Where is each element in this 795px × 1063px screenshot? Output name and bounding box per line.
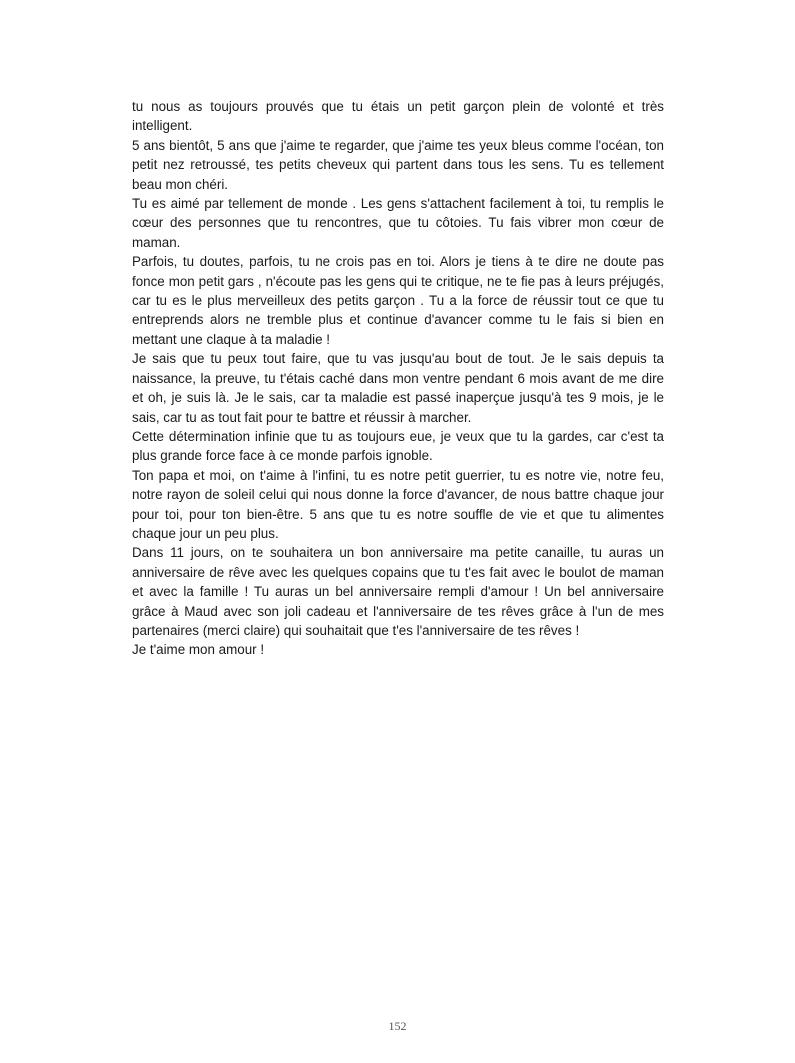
paragraph: Dans 11 jours, on te souhaitera un bon anniversaire ma petite canaille, tu auras un anniversaire de rêve avec les quelques copains que tu t'es fait avec le boulot de maman et avec la famille ! Tu auras un bel anniversaire rempli d'amour ! Un bel anniversaire grâce à Maud avec son joli cadeau et l'anniversaire de tes rêves grâce à l'un de mes partenaires (merci claire) qui souhaitait que t'es l'anniversaire de tes rêves ! bbox=[132, 545, 664, 638]
page-body bbox=[132, 97, 664, 660]
paragraph: tu nous as toujours prouvés que tu étais un petit garçon plein de volonté et très intelligent. bbox=[132, 99, 664, 134]
paragraph: Cette détermination infinie que tu as toujours eue, je veux que tu la gardes, car c'est ta plus grande force face à ce monde parfois ignoble. bbox=[132, 428, 664, 464]
paragraph: Ton papa et moi, on t'aime à l'infini, tu es notre petit guerrier, tu es notre vie, notre feu, notre rayon de soleil celui qui nous donne la force d'avancer, de nous battre chaque jour pour toi, pour ton bien-être. 5 ans que tu es notre souffle de vie et que tu alimentes chaque jour un peu plus. bbox=[132, 467, 664, 541]
page-number: 152 bbox=[388, 1019, 407, 1033]
paragraph: Tu es aimé par tellement de monde . Les gens s'attachent facilement à toi, tu remplis le cœur des personnes que tu rencontres, que tu côtoies. Tu fais vibrer mon cœur de maman. bbox=[132, 196, 664, 250]
paragraph: Parfois, tu doutes, parfois, tu ne crois pas en toi. Alors je tiens à te dire ne doute pas fonce mon petit gars , n'écoute pas les gens qui te critique, ne te fie pas à leurs préjugés, car tu es le plus merveilleux des petits garçon . Tu a la force de réussir tout ce que tu entreprends alors ne tremble plus et continue d'avancer comme tu le fais si bien en mettant une claque à ta maladie ! bbox=[132, 254, 664, 347]
paragraph: 5 ans bientôt, 5 ans que j'aime te regarder, que j'aime tes yeux bleus comme l'océan, ton petit nez retroussé, tes petits cheveux qui partent dans tous les sens. Tu es tellement beau mon chéri. bbox=[132, 137, 664, 192]
paragraph: Je sais que tu peux tout faire, que tu vas jusqu'au bout de tout. Je le sais depuis ta naissance, la preuve, tu t'étais caché dans mon ventre pendant 6 mois avant de me dire et oh, je suis là. Je le sais, car ta maladie est passé inaperçue jusqu'à tes 9 mois, je le sais, car tu as tout fait pour te battre et réussir à marcher. bbox=[132, 351, 664, 425]
paragraph: Je t'aime mon amour ! bbox=[132, 642, 265, 658]
